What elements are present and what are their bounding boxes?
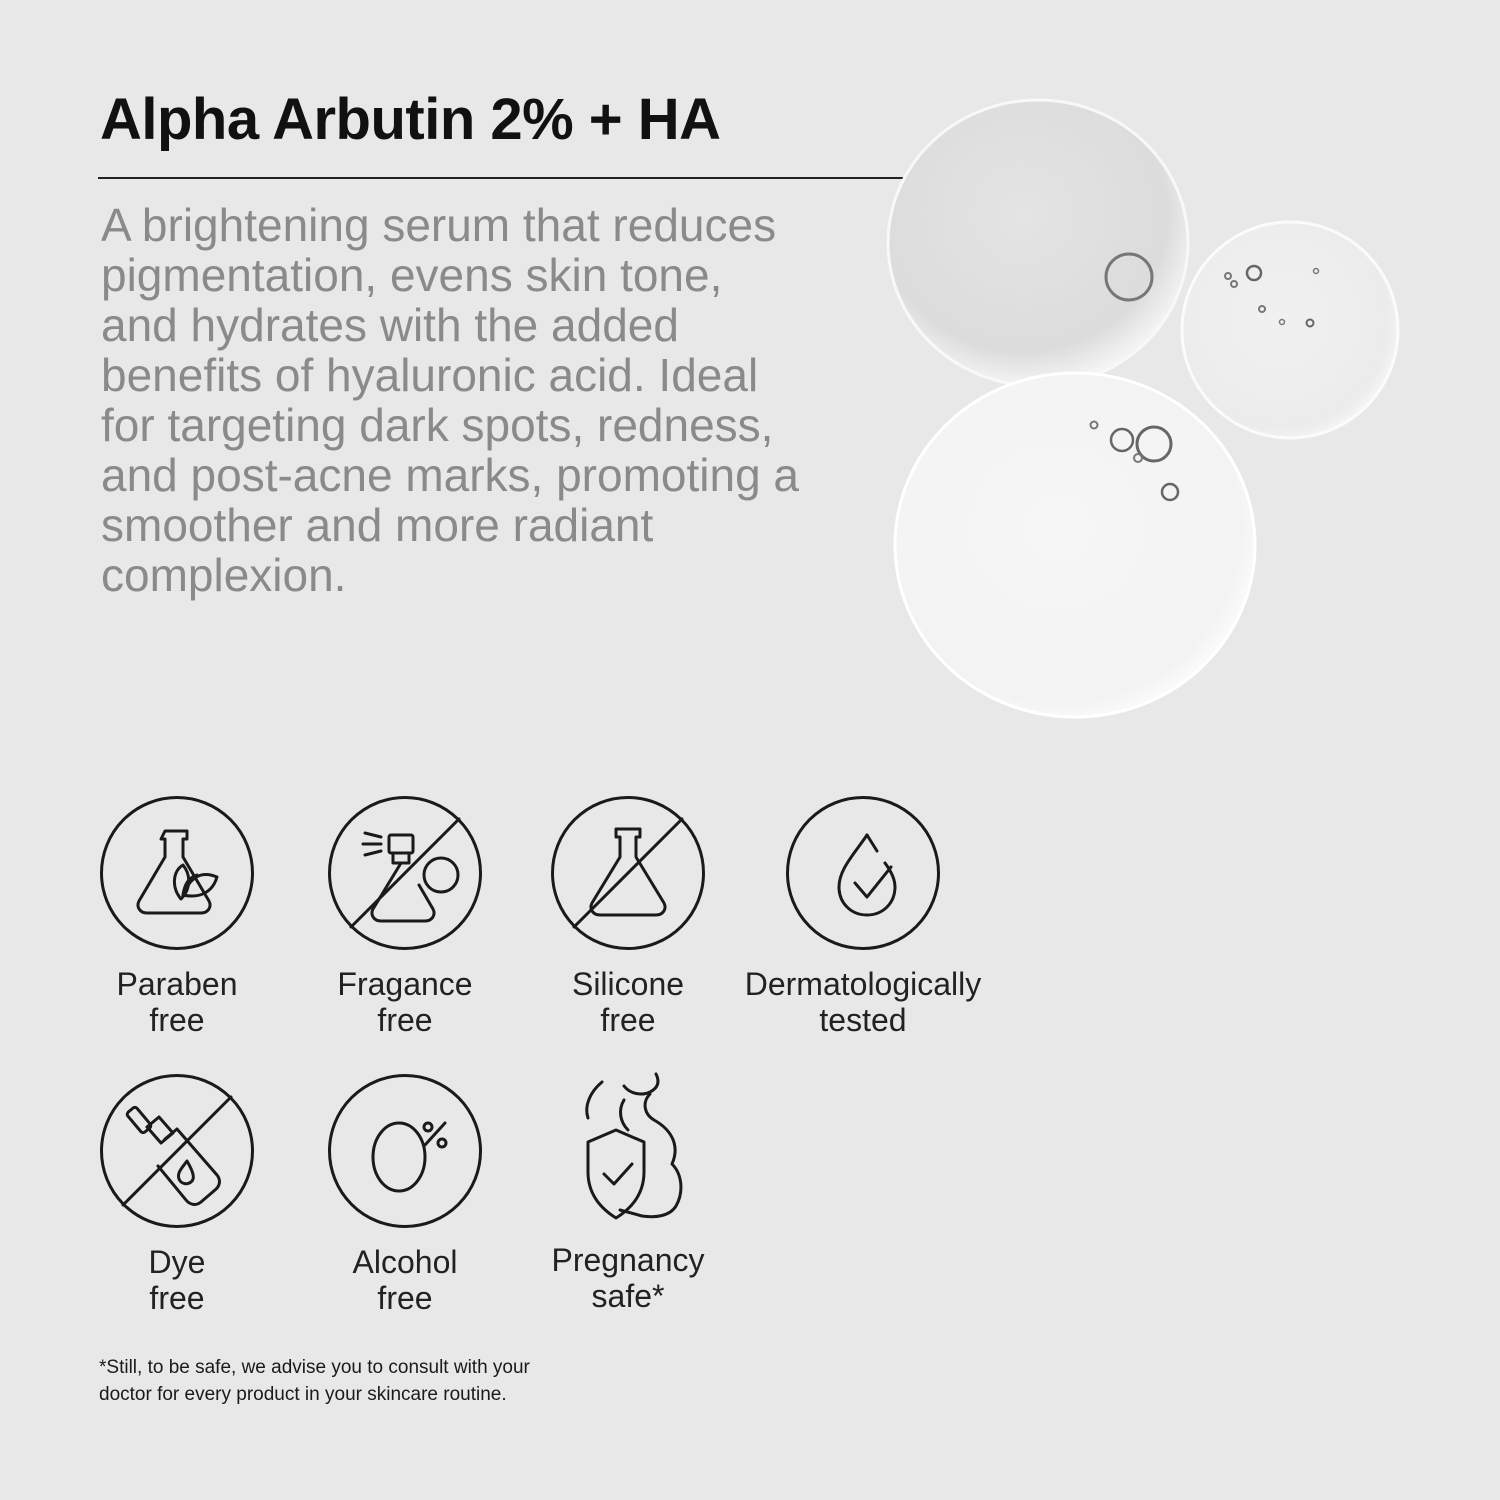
badge-label-line2: safe* — [591, 1278, 665, 1314]
badge-label-line1: Paraben — [116, 966, 238, 1002]
drop-check-icon — [789, 799, 937, 947]
flask-leaf-icon — [103, 799, 251, 947]
pregnancy-shield-icon — [548, 1070, 708, 1230]
badge-circle — [100, 1074, 254, 1228]
badge-dye-free — [57, 1074, 297, 1316]
badge-circle — [786, 796, 940, 950]
badge-circle — [100, 796, 254, 950]
badge-label-line2: tested — [819, 1002, 907, 1038]
badge-pregnancy-safe — [508, 1070, 748, 1314]
badge-label-line1: Fragance — [337, 966, 473, 1002]
badge-label-line1: Dermatologically — [744, 966, 982, 1002]
badge-circle — [328, 1074, 482, 1228]
badge-label-line2: free — [149, 1002, 205, 1038]
disclaimer-footnote: *Still, to be safe, we advise you to consult with your doctor for every product in your skincare routine. — [99, 1357, 530, 1405]
badge-fragance-free — [285, 796, 525, 1038]
badge-circle — [328, 796, 482, 950]
badge-paraben-free — [57, 796, 297, 1038]
product-description: A brightening serum that reduces pigmentation, evens skin tone, and hydrates with the added benefits of hyaluronic acid. Ideal for targeting dark spots, redness, and post-acne marks, promoting a smoother and more radiant complexion. — [101, 199, 800, 601]
badge-dermatologically-tested — [743, 796, 983, 1038]
badge-label-line1: Pregnancy — [551, 1242, 705, 1278]
badge-circle — [551, 796, 705, 950]
spray-bottle-crossed-icon — [331, 799, 479, 947]
dropper-crossed-icon — [103, 1077, 251, 1225]
zero-percent-icon — [331, 1077, 479, 1225]
badge-label-line2: free — [377, 1280, 433, 1316]
badge-label-line2: free — [377, 1002, 433, 1038]
badge-label-line2: free — [600, 1002, 656, 1038]
serum-droplets-illustration — [870, 90, 1430, 730]
badge-silicone-free — [508, 796, 748, 1038]
badge-alcohol-free — [285, 1074, 525, 1316]
flask-crossed-icon — [554, 799, 702, 947]
page-title: Alpha Arbutin 2% + HA — [100, 87, 721, 152]
badge-label-line2: free — [149, 1280, 205, 1316]
badge-label-line1: Dye — [148, 1244, 206, 1280]
badge-label-line1: Alcohol — [352, 1244, 458, 1280]
badge-label-line1: Silicone — [571, 966, 685, 1002]
